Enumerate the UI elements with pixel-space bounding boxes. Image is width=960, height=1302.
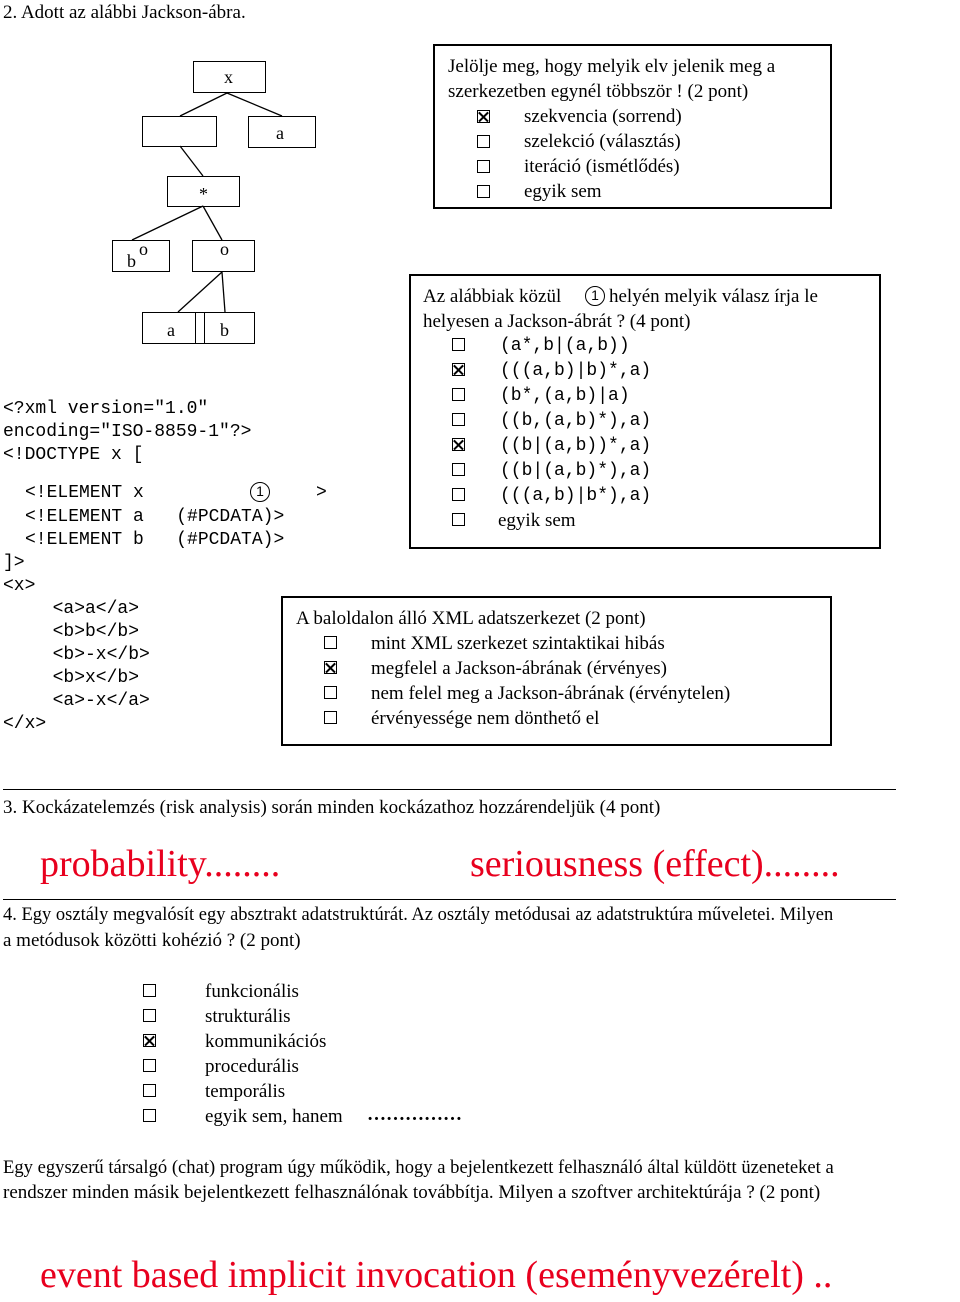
option-label: ((b,(a,b)*),a): [500, 411, 652, 431]
question-box-principle: Jelölje meg, hogy melyik elv jelenik meg a szerkezetben egynél többször ! (2 pont) szekvencia (sorrend) szelekció (választás) iteráció (ismétlődés) egyik sem: [433, 44, 832, 209]
line-left-iter: [180, 146, 203, 176]
checkbox-syntax-error[interactable]: [324, 636, 337, 649]
checkbox-valid[interactable]: [324, 661, 337, 674]
checkbox-selection[interactable]: [477, 135, 490, 148]
q5-text-line2: rendszer minden másik bejelentkezett felhasználónak továbbítja. Milyen a szoftver architektúrája ? (2 pont): [3, 1182, 821, 1203]
xml-line: </x>: [3, 714, 47, 734]
checkbox-option[interactable]: [452, 463, 465, 476]
line-iter-sel: [203, 206, 222, 240]
option-label: megfelel a Jackson-ábrának (érvényes): [371, 658, 667, 679]
xml-line: <b>b</b>: [31, 622, 140, 642]
xml-line: <!ELEMENT a (#PCDATA)>: [25, 507, 285, 527]
xml-line: <!ELEMENT b (#PCDATA)>: [25, 530, 285, 550]
q3-answer-probability: probability........: [40, 843, 281, 885]
option-label: egyik sem: [498, 510, 576, 531]
q5-text-line1: Egy egyszerű társalgó (chat) program úgy működik, hogy a bejelentkezett felhasználó által küldött üzeneteket a: [3, 1157, 834, 1178]
option-label: iteráció (ismétlődés): [524, 156, 680, 177]
checkbox-structural[interactable]: [143, 1009, 156, 1022]
checkbox-none[interactable]: [477, 185, 490, 198]
xml-line: <a>-x</a>: [31, 691, 150, 711]
option-label: érvényessége nem dönthető el: [371, 708, 600, 729]
option-label: szekvencia (sorrend): [524, 106, 682, 127]
answer-blank: ……………: [367, 1104, 462, 1125]
xml-line: <b>x</b>: [31, 668, 140, 688]
checkbox-option[interactable]: [452, 438, 465, 451]
xml-line: ]>: [3, 553, 25, 573]
divider: [3, 899, 896, 900]
line-sel-b: [222, 272, 225, 312]
line-root-a: [227, 93, 282, 116]
checkbox-iteration[interactable]: [477, 160, 490, 173]
node-a: a: [248, 116, 316, 148]
checkbox-undecidable[interactable]: [324, 711, 337, 724]
xml-line: <b>-x</b>: [31, 645, 150, 665]
q4-text-line2: a metódusok közötti kohézió ? (2 pont): [3, 930, 301, 951]
option-label: mint XML szerkezet szintaktikai hibás: [371, 633, 665, 654]
xml-line: <x>: [3, 576, 36, 596]
checkbox-option[interactable]: [452, 363, 465, 376]
checkbox-invalid[interactable]: [324, 686, 337, 699]
xml-line: encoding="ISO-8859-1"?>: [3, 422, 252, 442]
option-label: szelekció (választás): [524, 131, 681, 152]
option-label: egyik sem: [524, 181, 602, 202]
question-box-jackson-answer: Az alábbiak közül 1 helyén melyik válasz írja le helyesen a Jackson-ábrát ? (4 pont) (a*,b|(a,b)) (((a,b)|b)*,a) (b*,(a,b)|a) ((b,(a,b)*),a) ((b|(a,b))*,a) ((b|(a,b)*),a) (((a,b)|b*),a) egyik sem: [409, 274, 881, 549]
option-label: egyik sem, hanem: [205, 1106, 343, 1127]
node-x: x: [193, 61, 266, 93]
node-sequence-left: [142, 116, 217, 147]
line-iter-b: [132, 206, 203, 240]
placeholder-marker: 1: [250, 482, 270, 502]
option-label: (a*,b|(a,b)): [500, 336, 630, 356]
checkbox-functional[interactable]: [143, 984, 156, 997]
xml-line: <a>a</a>: [31, 599, 140, 619]
checkbox-procedural[interactable]: [143, 1059, 156, 1072]
xml-line: <!ELEMENT x: [25, 483, 144, 503]
checkbox-option[interactable]: [452, 388, 465, 401]
node-selection: o: [192, 240, 255, 272]
q3-answer-seriousness: seriousness (effect)........: [470, 843, 840, 885]
xml-line: <!DOCTYPE x [: [3, 445, 144, 465]
xml-line: >: [316, 483, 327, 503]
xml-line: <?xml version="1.0": [3, 399, 209, 419]
line-root-left: [180, 93, 227, 116]
option-label: funkcionális: [205, 981, 299, 1002]
option-label: strukturális: [205, 1006, 291, 1027]
option-label: nem felel meg a Jackson-ábrának (érvénytelen): [371, 683, 731, 704]
q2-title: 2. Adott az alábbi Jackson-ábra.: [3, 2, 246, 23]
option-label: temporális: [205, 1081, 286, 1102]
node-iteration: *: [167, 176, 240, 207]
option-label: (((a,b)|b)*,a): [500, 361, 652, 381]
option-label: (((a,b)|b*),a): [500, 486, 652, 506]
option-label: procedurális: [205, 1056, 299, 1077]
line-sel-a: [178, 272, 222, 312]
placeholder-marker: 1: [585, 286, 605, 306]
checkbox-communicational[interactable]: [143, 1034, 156, 1047]
option-label: ((b|(a,b)*),a): [500, 461, 652, 481]
node-b-leaf: b: [195, 312, 255, 344]
divider: [3, 789, 896, 790]
checkbox-option[interactable]: [452, 413, 465, 426]
checkbox-sequence[interactable]: [477, 110, 490, 123]
q5-answer: event based implicit invocation (eseményvezérelt) ..: [40, 1254, 833, 1296]
question-box-xml-validity: A baloldalon álló XML adatszerkezet (2 pont) mint XML szerkezet szintaktikai hibás megfelel a Jackson-ábrának (érvényes) nem felel meg a Jackson-ábrának (érvénytelen) érvényessége nem dönthető el: [281, 596, 832, 746]
node-a-leaf: a: [142, 312, 205, 344]
checkbox-none-other[interactable]: [143, 1109, 156, 1122]
option-label: kommunikációs: [205, 1031, 327, 1052]
checkbox-option[interactable]: [452, 513, 465, 526]
q3-title: 3. Kockázatelemzés (risk analysis) során minden kockázathoz hozzárendeljük (4 pont): [3, 797, 661, 818]
node-b-selection: b o: [112, 240, 170, 272]
checkbox-option[interactable]: [452, 488, 465, 501]
option-label: (b*,(a,b)|a): [500, 386, 630, 406]
option-label: ((b|(a,b))*,a): [500, 436, 652, 456]
checkbox-option[interactable]: [452, 338, 465, 351]
checkbox-temporal[interactable]: [143, 1084, 156, 1097]
q4-text-line1: 4. Egy osztály megvalósít egy absztrakt adatstruktúrát. Az osztály metódusai az adatstruktúra műveletei. Milyen: [3, 905, 834, 925]
